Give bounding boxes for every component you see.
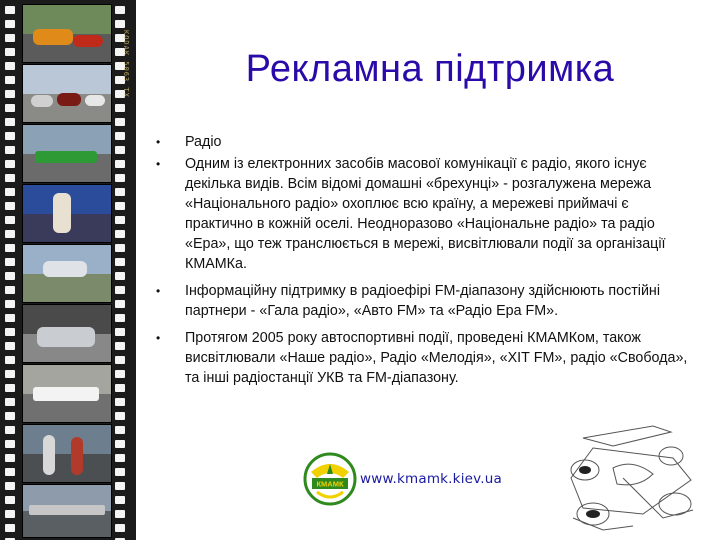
film-perforation: [5, 146, 15, 154]
film-perforation: [5, 174, 15, 182]
film-perforation: [115, 412, 125, 420]
film-perforation: [115, 258, 125, 266]
film-perforation: [115, 132, 125, 140]
film-perforation: [5, 524, 15, 532]
film-perforation: [115, 496, 125, 504]
website-link[interactable]: www.kmamk.kiev.ua: [360, 471, 503, 487]
film-perforation: [5, 328, 15, 336]
film-perforation: [115, 454, 125, 462]
kmamk-logo: [303, 452, 357, 506]
slide-title: Рекламна підтримка: [245, 48, 615, 90]
film-perforation: [115, 286, 125, 294]
film-perforation: [5, 314, 15, 322]
film-perforation: [5, 230, 15, 238]
film-perforation: [115, 216, 125, 224]
film-frame-helicopter: [22, 244, 112, 303]
film-edge-text: KODAK 5063 TX: [122, 30, 130, 98]
film-perforation: [115, 384, 125, 392]
film-perforation: [115, 342, 125, 350]
bullet-item-fm-partners: [150, 281, 698, 321]
film-perforation: [5, 356, 15, 364]
film-frame-crowd: [22, 184, 112, 243]
film-perforation: [5, 496, 15, 504]
film-perforation: [115, 314, 125, 322]
film-perforation: [5, 258, 15, 266]
film-perforation: [5, 34, 15, 42]
film-perforation: [5, 510, 15, 518]
bullet-item-2005-coverage: [150, 328, 698, 388]
bullet-text: Радіо: [185, 134, 222, 150]
film-perforation: [115, 468, 125, 476]
film-perforation: [115, 356, 125, 364]
bullet-text: Протягом 2005 року автоспортивні події, проведені КМАМКом, також висвітлювали «Наше радіо», Радіо «Мелодія», «ХІТ FM», радіо «Свобода», та інші радіостанції УКВ та FM-діапазону.: [185, 330, 688, 386]
film-perforation: [5, 244, 15, 252]
film-perforation: [115, 398, 125, 406]
film-perforation: [115, 188, 125, 196]
film-perforation: [115, 510, 125, 518]
film-frame-grandstand: [22, 484, 112, 538]
film-perforation: [5, 440, 15, 448]
film-perforation: [5, 118, 15, 126]
film-perforation: [115, 104, 125, 112]
film-perforation: [5, 398, 15, 406]
bullet-marker: •: [156, 284, 161, 298]
film-frame-race-cars: [22, 4, 112, 63]
film-perforation: [115, 440, 125, 448]
film-perforation: [5, 20, 15, 28]
film-perforation: [5, 216, 15, 224]
film-frame-silver-car: [22, 304, 112, 363]
film-perforation: [115, 174, 125, 182]
film-perforation: [5, 6, 15, 14]
bullet-marker: •: [156, 157, 161, 171]
film-perforation: [5, 104, 15, 112]
film-perforation: [115, 6, 125, 14]
bullet-marker: •: [156, 135, 161, 149]
film-perforation: [5, 482, 15, 490]
film-perforation: [115, 328, 125, 336]
film-perforation: [5, 300, 15, 308]
film-perforation: [115, 300, 125, 308]
race-car-sketch: [553, 418, 703, 536]
bullet-list: [150, 132, 698, 395]
film-perforation: [5, 468, 15, 476]
film-perforation: [5, 188, 15, 196]
film-perforation: [5, 62, 15, 70]
bullet-text: Інформаційну підтримку в радіоефірі FM-діапазону здійснюють постійні партнери - «Гала радіо», «Авто FM» та «Радіо Ера FM».: [185, 283, 661, 319]
film-perforation: [5, 384, 15, 392]
film-frame-parked-cars: [22, 64, 112, 123]
kmamk-logo-text: КМАМК: [316, 479, 344, 489]
film-strip: [0, 0, 136, 540]
film-perforation: [5, 132, 15, 140]
film-perforation: [115, 482, 125, 490]
film-perforation: [115, 160, 125, 168]
film-perforation: [115, 426, 125, 434]
film-perforation: [115, 146, 125, 154]
film-perforation: [5, 160, 15, 168]
film-perforation: [5, 342, 15, 350]
film-perforation: [5, 286, 15, 294]
film-perforations-left: [4, 0, 16, 540]
film-perforation: [115, 244, 125, 252]
film-frame-white-race-car: [22, 364, 112, 423]
film-perforation: [5, 48, 15, 56]
film-perforation: [115, 118, 125, 126]
bullet-item-national-radio: [150, 154, 698, 274]
film-perforation: [5, 76, 15, 84]
film-perforation: [5, 90, 15, 98]
film-perforation: [5, 454, 15, 462]
film-perforation: [115, 272, 125, 280]
film-perforation: [115, 202, 125, 210]
film-perforation: [115, 230, 125, 238]
film-frame-formula-car: [22, 124, 112, 183]
film-perforation: [5, 370, 15, 378]
film-perforation: [115, 524, 125, 532]
film-perforation: [115, 370, 125, 378]
film-frame-pit-lane: [22, 424, 112, 483]
film-perforation: [5, 202, 15, 210]
bullet-item-radio: [150, 132, 698, 152]
film-perforation: [115, 20, 125, 28]
film-perforation: [5, 272, 15, 280]
bullet-text: Одним із електронних засобів масової комунікації є радіо, якого існує декілька видів. Всім відомі домашні «брехунці» - розгалужена мережа «Національного радіо» охоплює всю країну, а мережеві приймачі є практично в кожній оселі. Неодноразово «Національне радіо» та радіо «Ера», що теж транслюється в мережі, висвітлювали події за організації КМАМКа.: [185, 156, 666, 272]
bullet-marker: •: [156, 331, 161, 345]
film-perforation: [5, 426, 15, 434]
film-perforation: [5, 412, 15, 420]
